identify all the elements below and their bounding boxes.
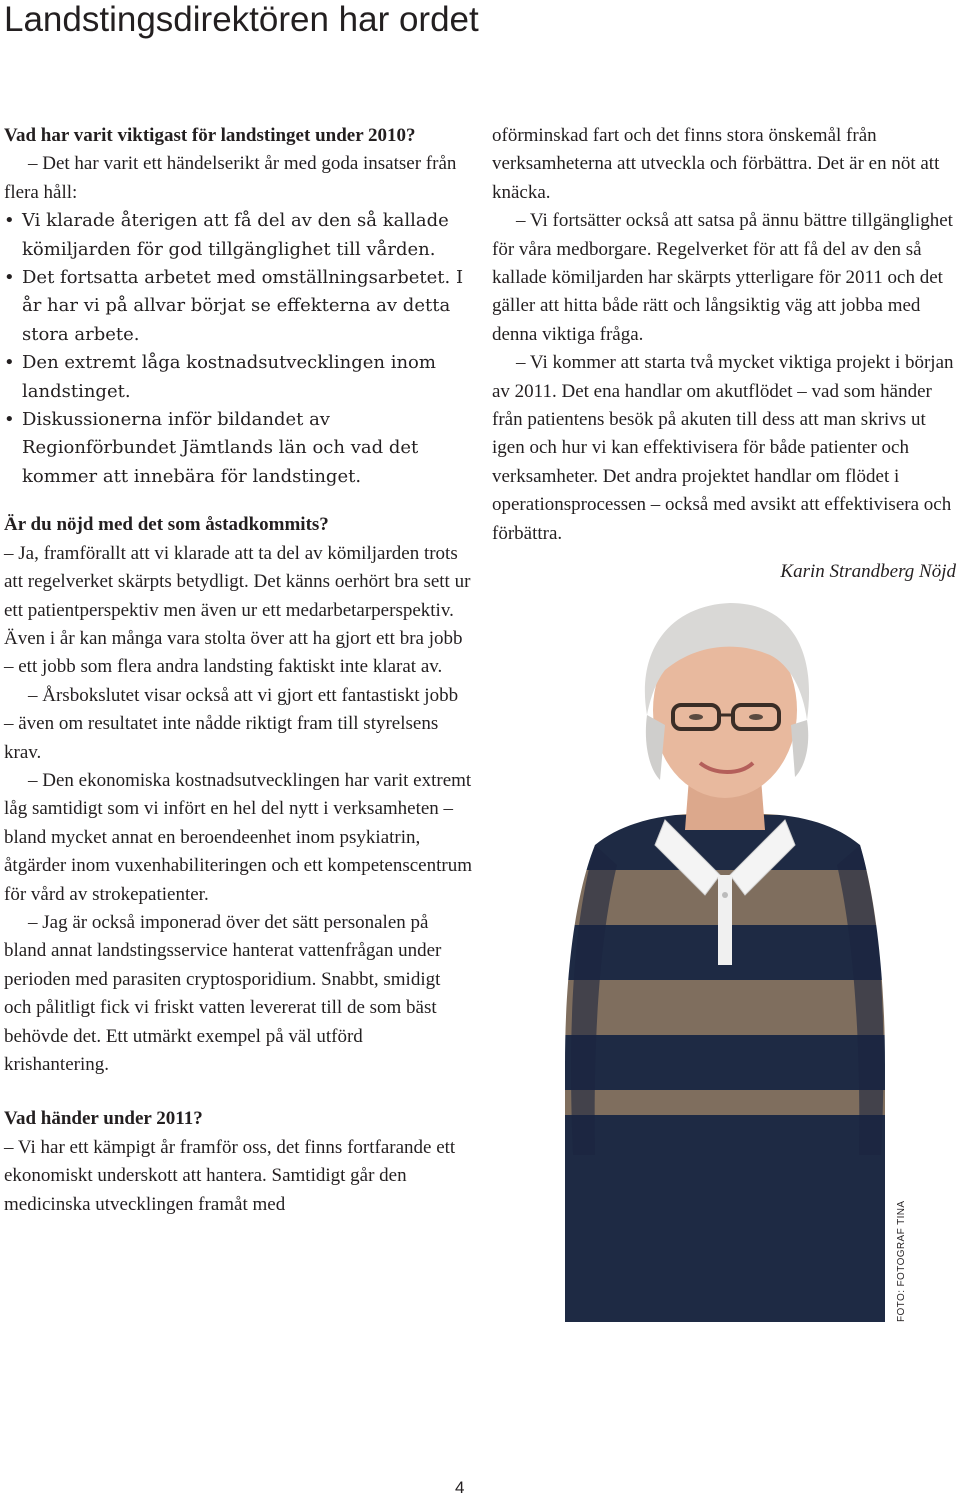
answer-2-paragraph-1: – Ja, framförallt att vi klarade att ta del av kömiljarden trots att regelverket skärpts betydligt. Det känns oerhört bra sett ur ett patientperspektiv men även ur ett medarbetarperspektiv. Även i år kan många vara stolta över att ha gjort ett bra jobb – ett jobb som flera andra landsting faktiskt inte klarat av. xyxy=(4,542,471,678)
answer-2-paragraph-2: – Årsbokslutet visar också att vi gjort ett fantastiskt jobb – även om resultatet inte nådde riktigt fram till styrelsens krav. xyxy=(4,684,459,763)
page-number: 4 xyxy=(455,1478,465,1497)
bullet-list xyxy=(4,207,472,491)
question-3: Vad händer under 2011? xyxy=(4,1108,203,1130)
right-paragraph-3: – Vi kommer att starta två mycket viktiga projekt i början av 2011. Det ena handlar om akutflödet – vad som händer från patientens besök på akuten till dess att man skrivs ut igen och hur vi kan effektivisera för både patienter och verksamheter. Det andra projektet handlar om flödet i operationsprocessen – också med avsikt att effektivisera och förbättra. xyxy=(492,352,954,544)
page-title: Landstingsdirektören har ordet xyxy=(4,0,479,39)
list-item: • Vi klarade återigen att få del av den så kallade kömiljarden för god tillgänglighet till vården. xyxy=(4,207,472,264)
question-1: Vad har varit viktigast för landstinget under 2010? xyxy=(4,125,416,146)
list-item: • Den extremt låga kostnadsutvecklingen inom landstinget. xyxy=(4,349,472,406)
right-column xyxy=(492,122,956,587)
list-item: • Det fortsatta arbetet med omställningsarbetet. I år har vi på allvar börjat se effekterna av detta stora arbete. xyxy=(4,264,472,349)
answer-3-paragraph-1: – Vi har ett kämpigt år framför oss, det finns fortfarande ett ekonomiskt underskott att hantera. Samtidigt går den medicinska utvecklingen framåt med xyxy=(4,1136,456,1215)
left-column xyxy=(4,122,472,1219)
right-paragraph-2: – Vi fortsätter också att satsa på ännu bättre tillgänglighet för våra medborgare. Regelverket för att få del av den så kallade kömiljarden har skärpts ytterligare för 2011 och det gäller att hitta både rätt och långsiktig väg att jobba med denna viktiga fråga. xyxy=(492,210,953,345)
signature: Karin Strandberg Nöjd xyxy=(780,561,956,583)
answer-1-intro: – Det har varit ett händelserikt år med goda insatser från flera håll: xyxy=(4,153,457,203)
answer-2-paragraph-3: – Den ekonomiska kostnadsutvecklingen har varit extremt låg samtidigt som vi infört en hel del nytt i verksamheten – bland mycket annat en beroendeenhet inom psykiatrin, åtgärder inom vuxenhabiliteringen och ett kompetenscentrum för vård av strokepatienter. xyxy=(4,769,472,905)
question-2: Är du nöjd med det som åstadkommits? xyxy=(4,514,329,536)
portrait-photo xyxy=(555,595,895,1322)
list-item: • Diskussionerna inför bildandet av Regionförbundet Jämtlands län och vad det kommer att innebära för landstinget. xyxy=(4,406,472,491)
answer-2-paragraph-4: – Jag är också imponerad över det sätt personalen på bland annat landstingsservice hanterat vattenfrågan under perioden med parasiten cryptosporidium. Snabbt, smidigt och pålitligt fick vi friskt vatten levererat till de som bäst behövde det. Ett utmärkt exempel på väl utförd krishantering. xyxy=(4,911,442,1075)
right-paragraph-1: oförminskad fart och det finns stora önskemål från verksamheterna att utveckla och förbättra. Det är en nöt att knäcka. xyxy=(492,125,940,203)
photo-credit: FOTO: FOTOGRAF TINA xyxy=(896,1200,907,1322)
